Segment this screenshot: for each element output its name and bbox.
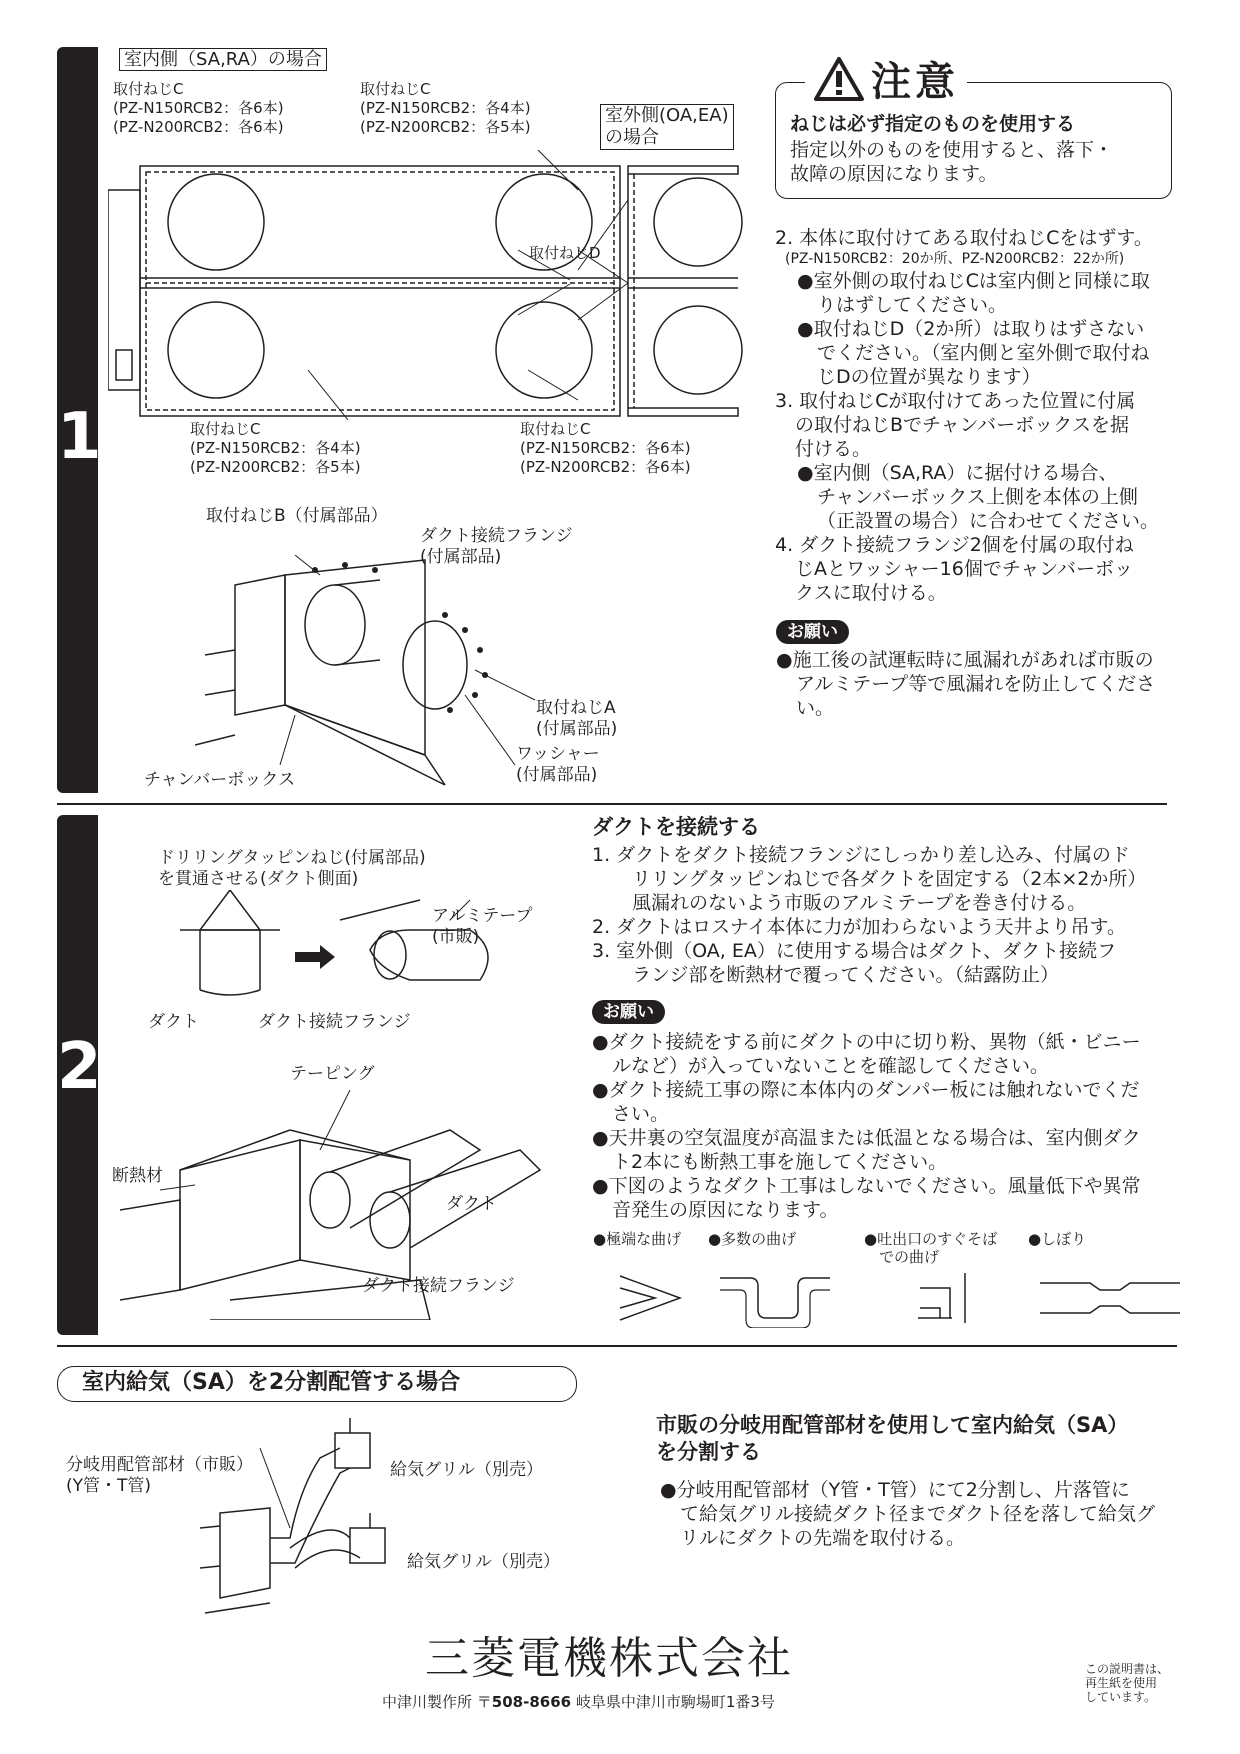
step1-2-main: 2. 本体に取付けてある取付ねじCをはずす。 xyxy=(775,227,1153,249)
screw-c-bl-name: 取付ねじC xyxy=(190,420,261,438)
bad-example-1: ●極端な曲げ xyxy=(593,1230,682,1248)
recycle-note: この説明書は、 再生紙を使用 しています。 xyxy=(1085,1662,1170,1704)
request-badge-2: お願い xyxy=(592,1000,665,1024)
section2-steps: 1. ダクトをダクト接続フランジにしっかり差し込み、付属のド リリングタッピンねじで各ダクトを固定する（2本×2か所） 風漏れのないよう市販のアルミテープを巻き付ける。 2. ダクトはロスナイ本体に力が加わらないよう天井より吊す。 3. 室外側（OA, EA）に使用する場合はダクト、ダクト接続フ ランジ部を断熱材で覆ってください。（結露防止） xyxy=(592,844,1147,986)
request-text-1: ●施工後の試運転時に風漏れがあれば市販の アルミテープ等で風漏れを防止してくださ い。 xyxy=(776,649,1156,719)
screw-d-label: 取付ねじD xyxy=(529,244,601,262)
grille-label-2: 給気グリル（別売） xyxy=(407,1552,560,1572)
alu-tape-label: アルミテープ (市販) xyxy=(432,906,533,947)
caution-text-2: 故障の原因になります。 xyxy=(790,163,998,185)
branch-label: 分岐用配管部材（市販） (Y管・T管) xyxy=(66,1455,253,1496)
duct-label-1: ダクト xyxy=(148,1012,199,1032)
step1-number: 1 xyxy=(57,400,102,474)
section2-requests: ●ダクト接続をする前にダクトの中に切り粉、異物（紙・ビニー ルなど）が入っていないことを確認してください。 ●ダクト接続工事の際に本体内のダンパー板には触れないでくだ さい。 ●天井裏の空気温度が高温または低温となる場合は、室内側ダク ト2本にも断熱工事を施してください。 ●下図のようなダクト工事はしないでください。風量低下や異常 音発生の原因になります。 xyxy=(592,1031,1141,1221)
section2-heading: ダクトを接続する xyxy=(592,815,760,839)
step1-2-bullet-1: ●室外側の取付ねじCは室内側と同様に取 りはずしてください。 xyxy=(797,270,1150,316)
washer-label: ワッシャー (付属部品) xyxy=(516,744,600,785)
drill-label: ドリリングタッピンねじ(付属部品) を貫通させる(ダクト側面) xyxy=(158,848,426,889)
screw-c-bl-l1: (PZ-N150RCB2：各4本) xyxy=(190,439,361,457)
divider-2 xyxy=(57,1345,1177,1347)
duct-label-2: ダクト xyxy=(446,1194,497,1214)
company-name: 三菱電機株式会社 xyxy=(425,1633,793,1684)
chamber-box-diagram xyxy=(195,555,555,795)
screw-c-tl-l2: (PZ-N200RCB2：各6本) xyxy=(113,118,284,136)
screw-c-tl-name: 取付ねじC xyxy=(113,80,184,98)
taping-label: テーピング xyxy=(290,1064,375,1084)
branch-diagram xyxy=(200,1418,420,1618)
unit-front-diagram xyxy=(108,150,748,450)
screw-c-tl-l1: (PZ-N150RCB2：各6本) xyxy=(113,99,284,117)
bad-example-4: ●しぼり xyxy=(1028,1230,1087,1248)
flange-label-3: ダクト接続フランジ xyxy=(362,1276,515,1296)
grille-label-1: 給気グリル（別売） xyxy=(390,1460,543,1480)
screw-a-label: 取付ねじA (付属部品) xyxy=(536,698,618,739)
section3-text: ●分岐用配管部材（Y管・T管）にて2分割し、片落管に て給気グリル接続ダクト径までダクト径を落して給気グ リルにダクトの先端を取付ける。 xyxy=(660,1479,1156,1549)
chamber-label: チャンバーボックス xyxy=(144,770,296,790)
section3-title: 室内給気（SA）を2分割配管する場合 xyxy=(82,1370,461,1395)
caution-heading: ねじは必ず指定のものを使用する xyxy=(790,113,1076,135)
section1-steps xyxy=(775,226,1185,605)
step1-2-bullet-2: ●取付ねじD（2か所）は取りはずさない でください。（室内側と室外側で取付ね じDの位置が異なります） xyxy=(797,318,1150,388)
screw-c-tm-l1: (PZ-N150RCB2：各4本) xyxy=(360,99,531,117)
screw-c-tm-l2: (PZ-N200RCB2：各5本) xyxy=(360,118,531,136)
bad-example-3: ●吐出口のすぐそば での曲げ xyxy=(864,1230,998,1266)
bad-example-2: ●多数の曲げ xyxy=(708,1230,797,1248)
flange-label-1: ダクト接続フランジ (付属部品) xyxy=(420,526,573,567)
screw-c-bl-l2: (PZ-N200RCB2：各5本) xyxy=(190,458,361,476)
section3-heading: 市販の分岐用配管部材を使用して室内給気（SA） を分割する xyxy=(656,1413,1129,1464)
divider-1 xyxy=(57,803,1167,805)
step2-number: 2 xyxy=(57,1030,102,1104)
bad-examples-diagram xyxy=(600,1268,1180,1328)
caution-title: 注意 xyxy=(805,50,967,107)
flange-label-2: ダクト接続フランジ xyxy=(258,1012,411,1032)
screw-b-label: 取付ねじB（付属部品） xyxy=(206,506,388,526)
screw-c-tm-name: 取付ねじC xyxy=(360,80,431,98)
screw-c-br-l2: (PZ-N200RCB2：各6本) xyxy=(520,458,691,476)
screw-c-br-l1: (PZ-N150RCB2：各6本) xyxy=(520,439,691,457)
request-badge-1: お願い xyxy=(776,620,849,644)
step1-4-main: 4. ダクト接続フランジ2個を付属の取付ね じAとワッシャー16個でチャンバーボッ クスに取付ける。 xyxy=(775,534,1134,604)
insulation-label: 断熱材 xyxy=(112,1166,163,1186)
company-address: 中津川製作所 〒508-8666 岐阜県中津川市駒場町1番3号 xyxy=(382,1693,775,1711)
outdoor-box-label: 室外側(OA,EA) の場合 xyxy=(600,104,734,150)
step1-3-main: 3. 取付ねじCが取付けてあった位置に付属 の取付ねじBでチャンバーボックスを据 付ける。 xyxy=(775,390,1136,460)
caution-text-1: 指定以外のものを使用すると、落下・ xyxy=(790,139,1114,161)
step1-2-sub: (PZ-N150RCB2：20か所、PZ-N200RCB2：22か所) xyxy=(785,251,1125,267)
screw-c-br-name: 取付ねじC xyxy=(520,420,591,438)
step1-3-bullet-1: ●室内側（SA,RA）に据付ける場合、 チャンバーボックス上側を本体の上側 （正設置の場合）に合わせてください。 xyxy=(797,462,1160,532)
indoor-box-label: 室内側（SA,RA）の場合 xyxy=(119,48,327,71)
warning-icon xyxy=(813,56,865,102)
